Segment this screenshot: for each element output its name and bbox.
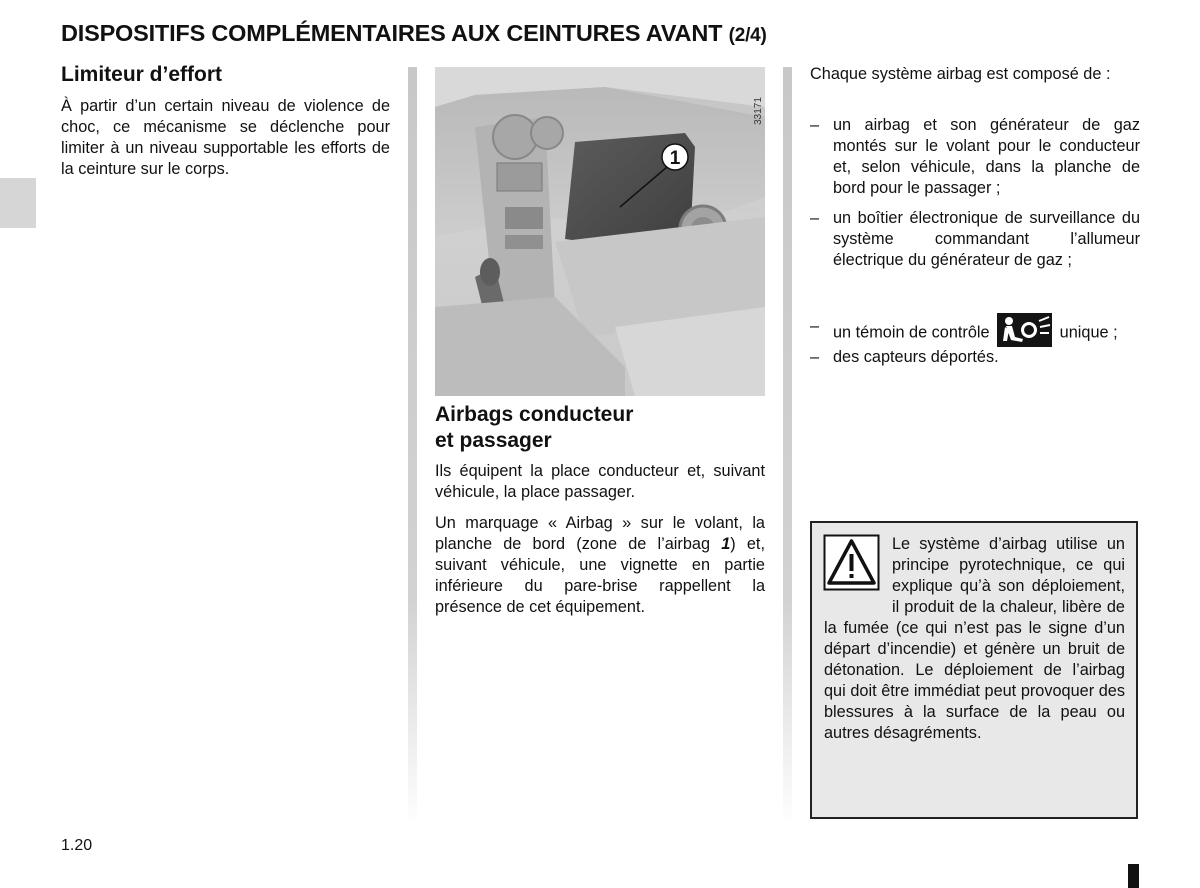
airbags-paragraph-2 <box>435 513 765 618</box>
page-number: 1.20 <box>61 837 93 854</box>
list-dash: – <box>810 348 820 366</box>
system-item-1: un airbag et son générateur de gaz montés sur le volant pour le conducteur et, selon véhicule, dans la planche de bord pour le passager ; <box>833 116 1140 197</box>
witness-text-before: un témoin de contrôle <box>833 323 990 342</box>
airbags-p2-before: Un marquage « Airbag » sur le volant, la planche de bord (zone de l’airbag <box>435 514 765 553</box>
list-item <box>810 316 1140 350</box>
column-divider-right <box>783 67 792 827</box>
airbags-p2-after: ) et, suivant véhicule, une vignette en partie inférieure du pare-brise rappellent la présence de cet équipement. <box>435 535 765 616</box>
system-item-2: un boîtier électronique de surveillance du système commandant l’allumeur électrique du générateur de gaz ; <box>833 209 1140 269</box>
list-item <box>810 347 1140 368</box>
witness-line <box>810 316 1140 350</box>
airbags-heading-line1: Airbags conducteur <box>435 403 634 426</box>
page-title <box>61 20 767 47</box>
airbags-p2-ref: 1 <box>721 535 731 553</box>
list-dash: – <box>810 317 820 335</box>
photo-callout-1: 1 <box>669 148 681 169</box>
witness-text-after: unique ; <box>1059 323 1118 342</box>
page-title-suffix: (2/4) <box>728 25 767 46</box>
airbags-heading-line2: et passager <box>435 429 552 452</box>
system-list-end <box>810 347 1140 368</box>
page-title-main: DISPOSITIFS COMPLÉMENTAIRES AUX CEINTURES AVANT <box>61 20 723 46</box>
column-divider-left <box>408 67 417 827</box>
section-tab <box>0 178 36 228</box>
system-intro: Chaque système airbag est composé de : <box>810 65 1111 83</box>
airbag-warning-icon-svg <box>997 313 1052 347</box>
warning-box <box>810 521 1138 819</box>
airbags-heading <box>435 402 765 454</box>
airbag-warning-icon <box>997 313 1052 347</box>
system-list <box>810 115 1140 271</box>
warning-icon-spacer <box>824 534 892 618</box>
list-dash: – <box>810 116 820 134</box>
dashboard-photo <box>435 67 765 396</box>
dashboard-illustration <box>435 67 765 396</box>
warning-text <box>824 534 1125 744</box>
corner-mark <box>1128 864 1139 888</box>
limiteur-body: À partir d’un certain niveau de violence de choc, ce mécanisme se déclenche pour limiter à un niveau supportable les efforts de la ceinture sur le corps. <box>61 97 390 178</box>
airbags-paragraph-1: Ils équipent la place conducteur et, suivant véhicule, la place passager. <box>435 462 765 501</box>
system-item-3: des capteurs déportés. <box>833 348 999 366</box>
limiteur-heading: Limiteur d’effort <box>61 63 222 86</box>
warning-body: Le système d’airbag utilise un principe pyrotechnique, ce qui explique qu’à son déploiement, il produit de la chaleur, libère de la fumée (ce qui n’est pas le signe d’un départ d’incendie) et génère un bruit de détonation. Le déploiement de l’airbag qui doit être immédiat peut provoquer des blessures à la surface de la peau ou autres désagréments. <box>824 535 1125 742</box>
list-dash: – <box>810 209 820 227</box>
list-item <box>810 208 1140 271</box>
photo-ref-number: 33171 <box>753 97 764 125</box>
list-item <box>810 115 1140 199</box>
